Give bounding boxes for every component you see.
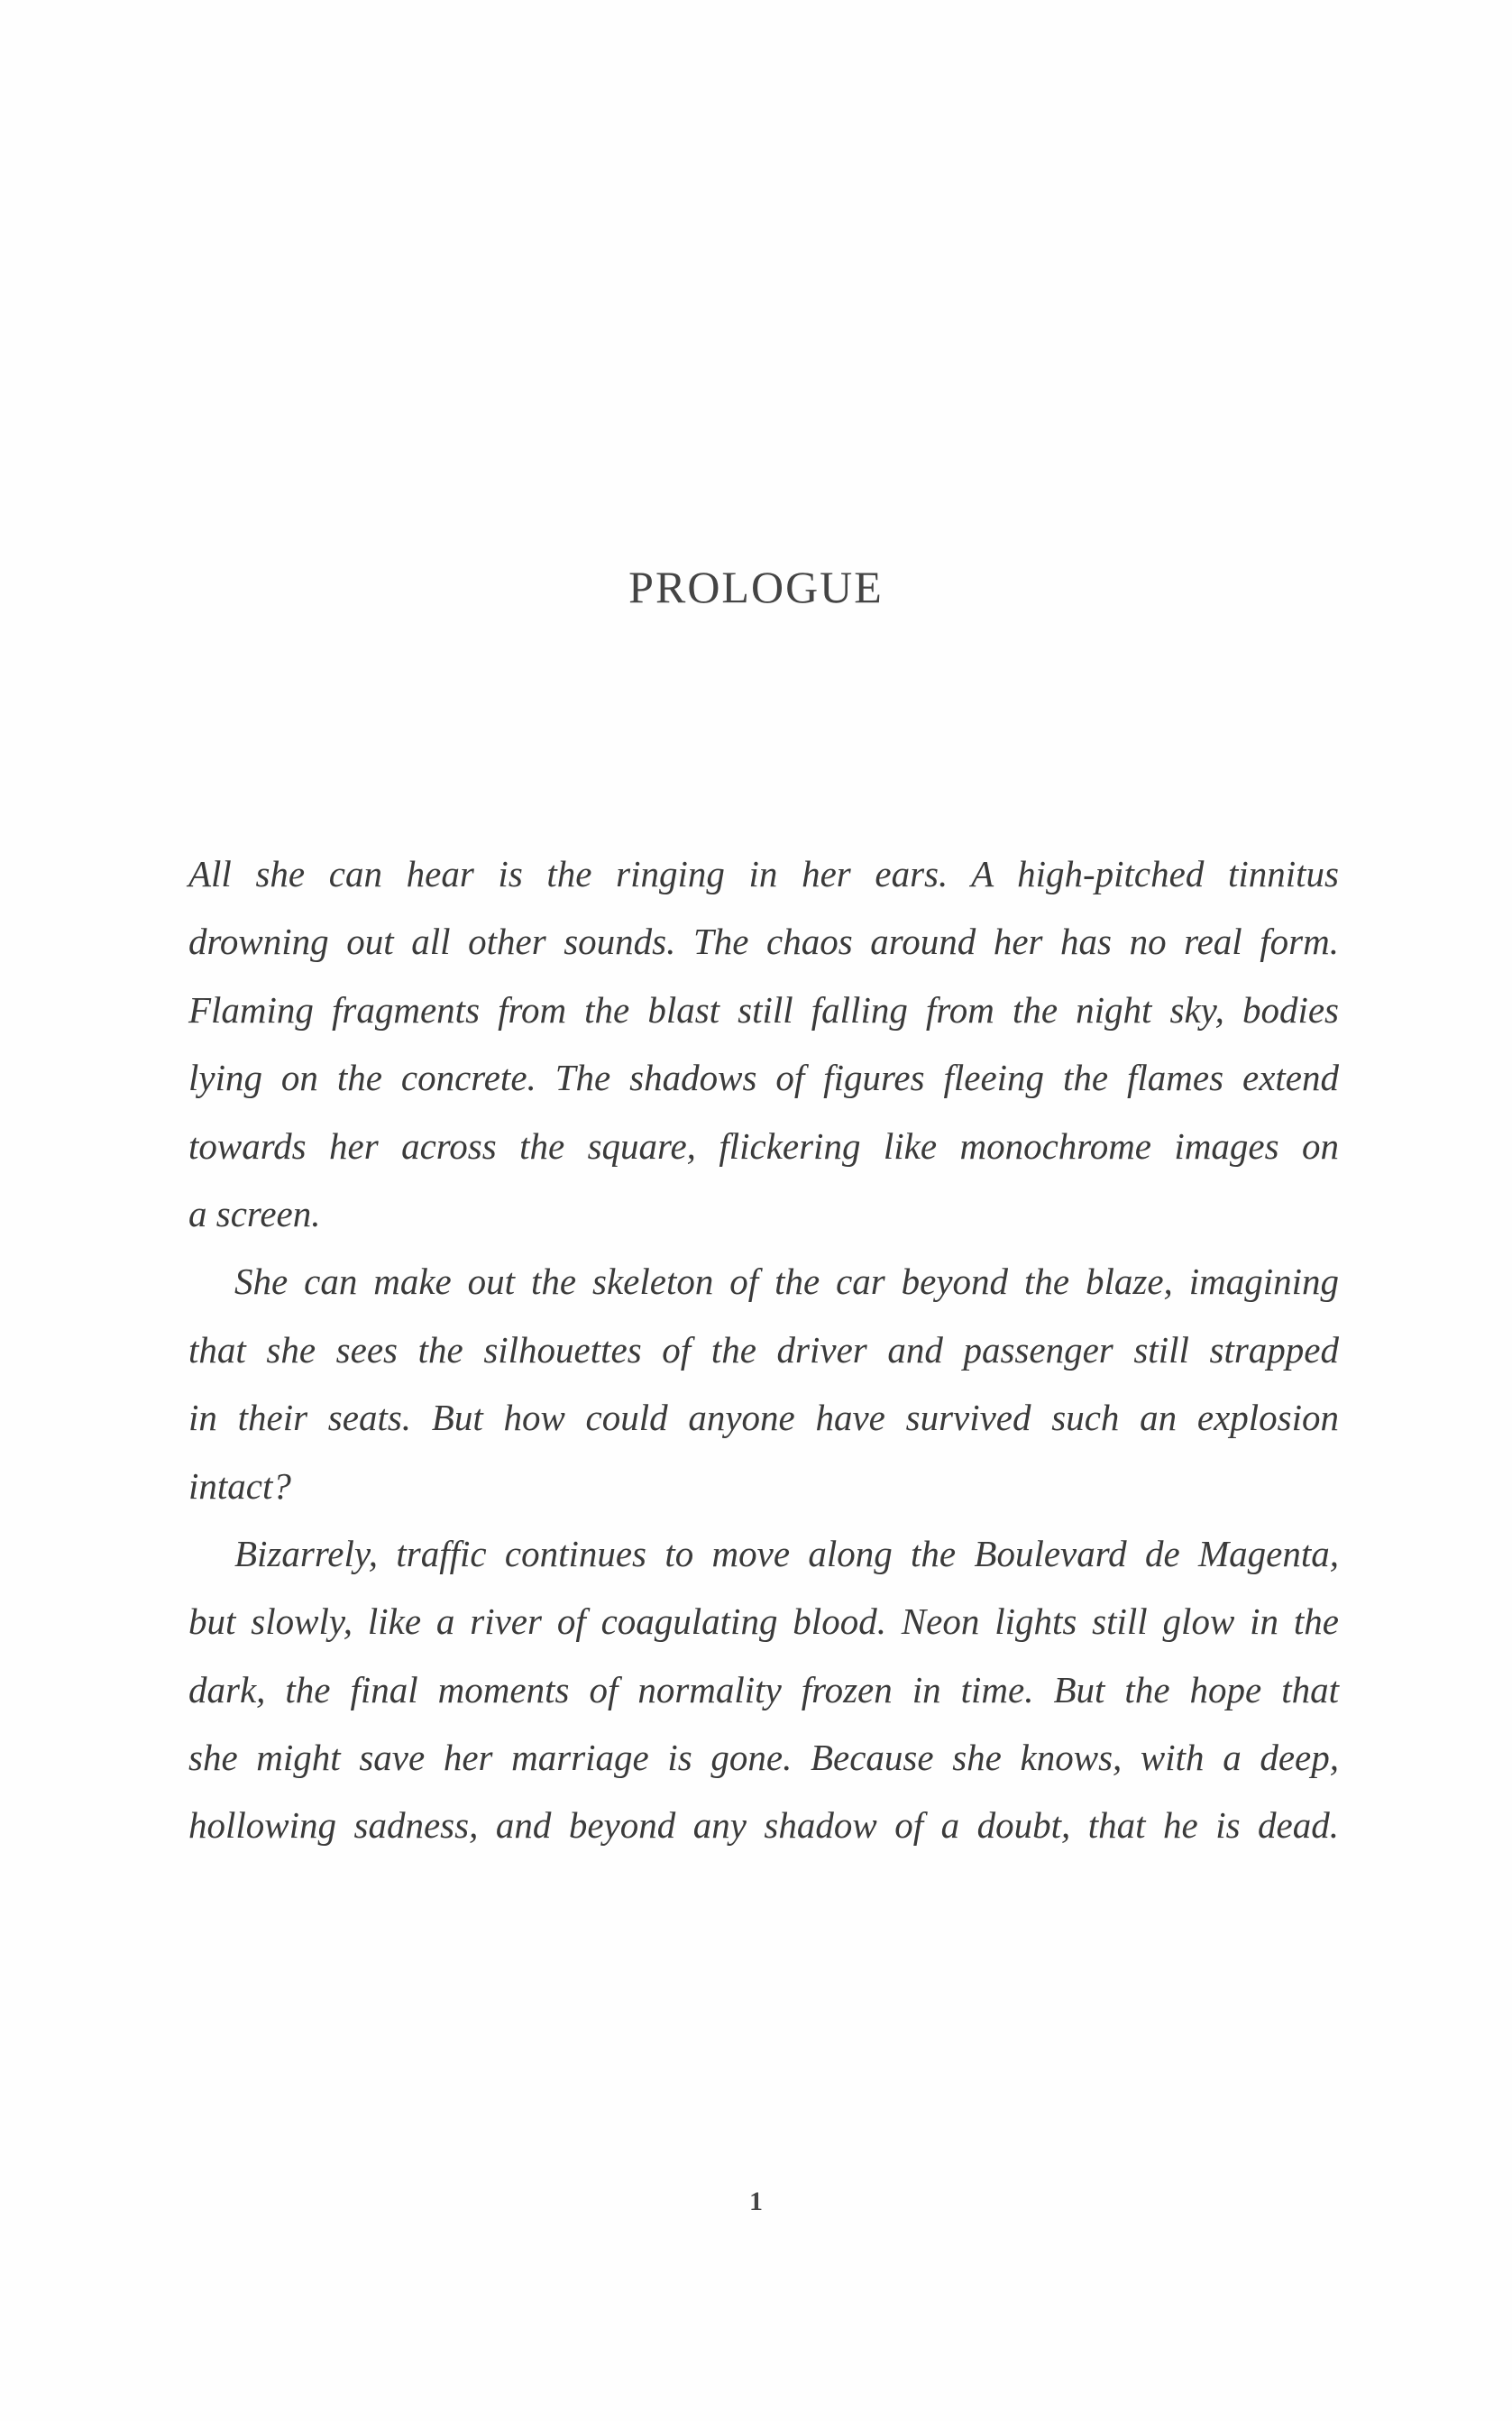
- text-line: drowning out all other sounds. The chaos around her has no real form.: [188, 921, 1339, 963]
- text-line: she might save her marriage is gone. Because she knows, with a deep,: [188, 1737, 1339, 1779]
- text-line: Bizarrely, traffic continues to move along the Boulevard de Magenta,: [234, 1532, 1339, 1574]
- text-line: a screen.: [188, 1192, 321, 1234]
- text-line: towards her across the square, flickering like monochrome images on: [188, 1124, 1339, 1167]
- prologue-text: [188, 840, 1339, 1860]
- text-line: lying on the concrete. The shadows of figures fleeing the flames extend: [188, 1057, 1339, 1099]
- page-number: 1: [749, 2187, 763, 2216]
- text-line: but slowly, like a river of coagulating blood. Neon lights still glow in the: [188, 1600, 1339, 1643]
- text-line: intact?: [188, 1464, 291, 1507]
- text-line: Flaming fragments from the blast still falling from the night sky, bodies: [188, 988, 1339, 1031]
- text-line: She can make out the skeleton of the car beyond the blaze, imagining: [234, 1261, 1339, 1303]
- text-line: dark, the final moments of normality frozen in time. But the hope that: [188, 1668, 1339, 1710]
- text-line: All she can hear is the ringing in her ears. A high-pitched tinnitus: [188, 853, 1339, 894]
- paragraph: [188, 1248, 1339, 1520]
- text-line: in their seats. But how could anyone have survived such an explosion: [188, 1397, 1339, 1439]
- chapter-title: PROLOGUE: [628, 562, 884, 612]
- text-line: that she sees the silhouettes of the driver and passenger still strapped: [188, 1328, 1339, 1371]
- paragraph: [188, 1520, 1339, 1860]
- text-line: hollowing sadness, and beyond any shadow of a doubt, that he is dead.: [188, 1804, 1339, 1847]
- paragraph: [188, 840, 1339, 1248]
